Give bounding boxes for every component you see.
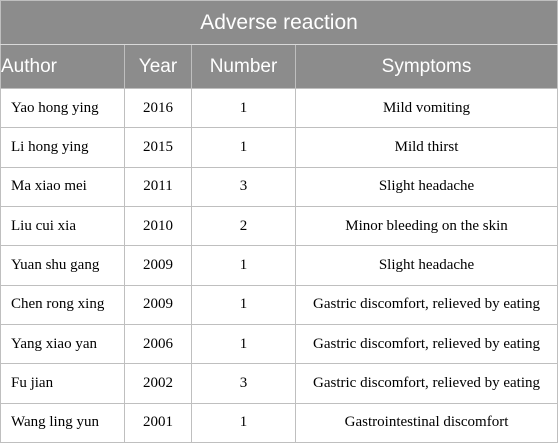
author-cell: Liu cui xia xyxy=(1,206,125,245)
author-cell: Yang xiao yan xyxy=(1,324,125,363)
number-cell: 3 xyxy=(192,167,296,206)
table-row xyxy=(1,364,558,403)
year-cell: 2009 xyxy=(125,246,192,285)
number-cell: 2 xyxy=(192,206,296,245)
symptoms-cell: Slight headache xyxy=(296,167,558,206)
table-row xyxy=(1,324,558,363)
symptoms-cell: Minor bleeding on the skin xyxy=(296,206,558,245)
author-cell: Chen rong xing xyxy=(1,285,125,324)
table-title: Adverse reaction xyxy=(1,1,558,45)
year-cell: 2015 xyxy=(125,128,192,167)
number-cell: 1 xyxy=(192,89,296,128)
column-header-symptoms: Symptoms xyxy=(296,45,558,89)
year-cell: 2016 xyxy=(125,89,192,128)
table-title-row xyxy=(1,1,558,45)
table-row xyxy=(1,167,558,206)
column-header-author: Author xyxy=(1,45,125,89)
symptoms-cell: Gastric discomfort, relieved by eating xyxy=(296,324,558,363)
author-cell: Li hong ying xyxy=(1,128,125,167)
column-header-number: Number xyxy=(192,45,296,89)
number-cell: 1 xyxy=(192,128,296,167)
number-cell: 1 xyxy=(192,324,296,363)
author-cell: Wang ling yun xyxy=(1,403,125,442)
number-cell: 1 xyxy=(192,285,296,324)
symptoms-cell: Gastric discomfort, relieved by eating xyxy=(296,364,558,403)
year-cell: 2002 xyxy=(125,364,192,403)
number-cell: 3 xyxy=(192,364,296,403)
table-row xyxy=(1,128,558,167)
table-row xyxy=(1,403,558,442)
author-cell: Ma xiao mei xyxy=(1,167,125,206)
table-header-row xyxy=(1,45,558,89)
symptoms-cell: Slight headache xyxy=(296,246,558,285)
year-cell: 2010 xyxy=(125,206,192,245)
table-body xyxy=(1,89,558,443)
symptoms-cell: Gastric discomfort, relieved by eating xyxy=(296,285,558,324)
column-header-year: Year xyxy=(125,45,192,89)
author-cell: Fu jian xyxy=(1,364,125,403)
author-cell: Yao hong ying xyxy=(1,89,125,128)
symptoms-cell: Mild thirst xyxy=(296,128,558,167)
year-cell: 2001 xyxy=(125,403,192,442)
number-cell: 1 xyxy=(192,403,296,442)
table-row xyxy=(1,89,558,128)
year-cell: 2006 xyxy=(125,324,192,363)
year-cell: 2011 xyxy=(125,167,192,206)
table-row xyxy=(1,206,558,245)
year-cell: 2009 xyxy=(125,285,192,324)
table-row xyxy=(1,246,558,285)
symptoms-cell: Gastrointestinal discomfort xyxy=(296,403,558,442)
author-cell: Yuan shu gang xyxy=(1,246,125,285)
table-row xyxy=(1,285,558,324)
symptoms-cell: Mild vomiting xyxy=(296,89,558,128)
number-cell: 1 xyxy=(192,246,296,285)
